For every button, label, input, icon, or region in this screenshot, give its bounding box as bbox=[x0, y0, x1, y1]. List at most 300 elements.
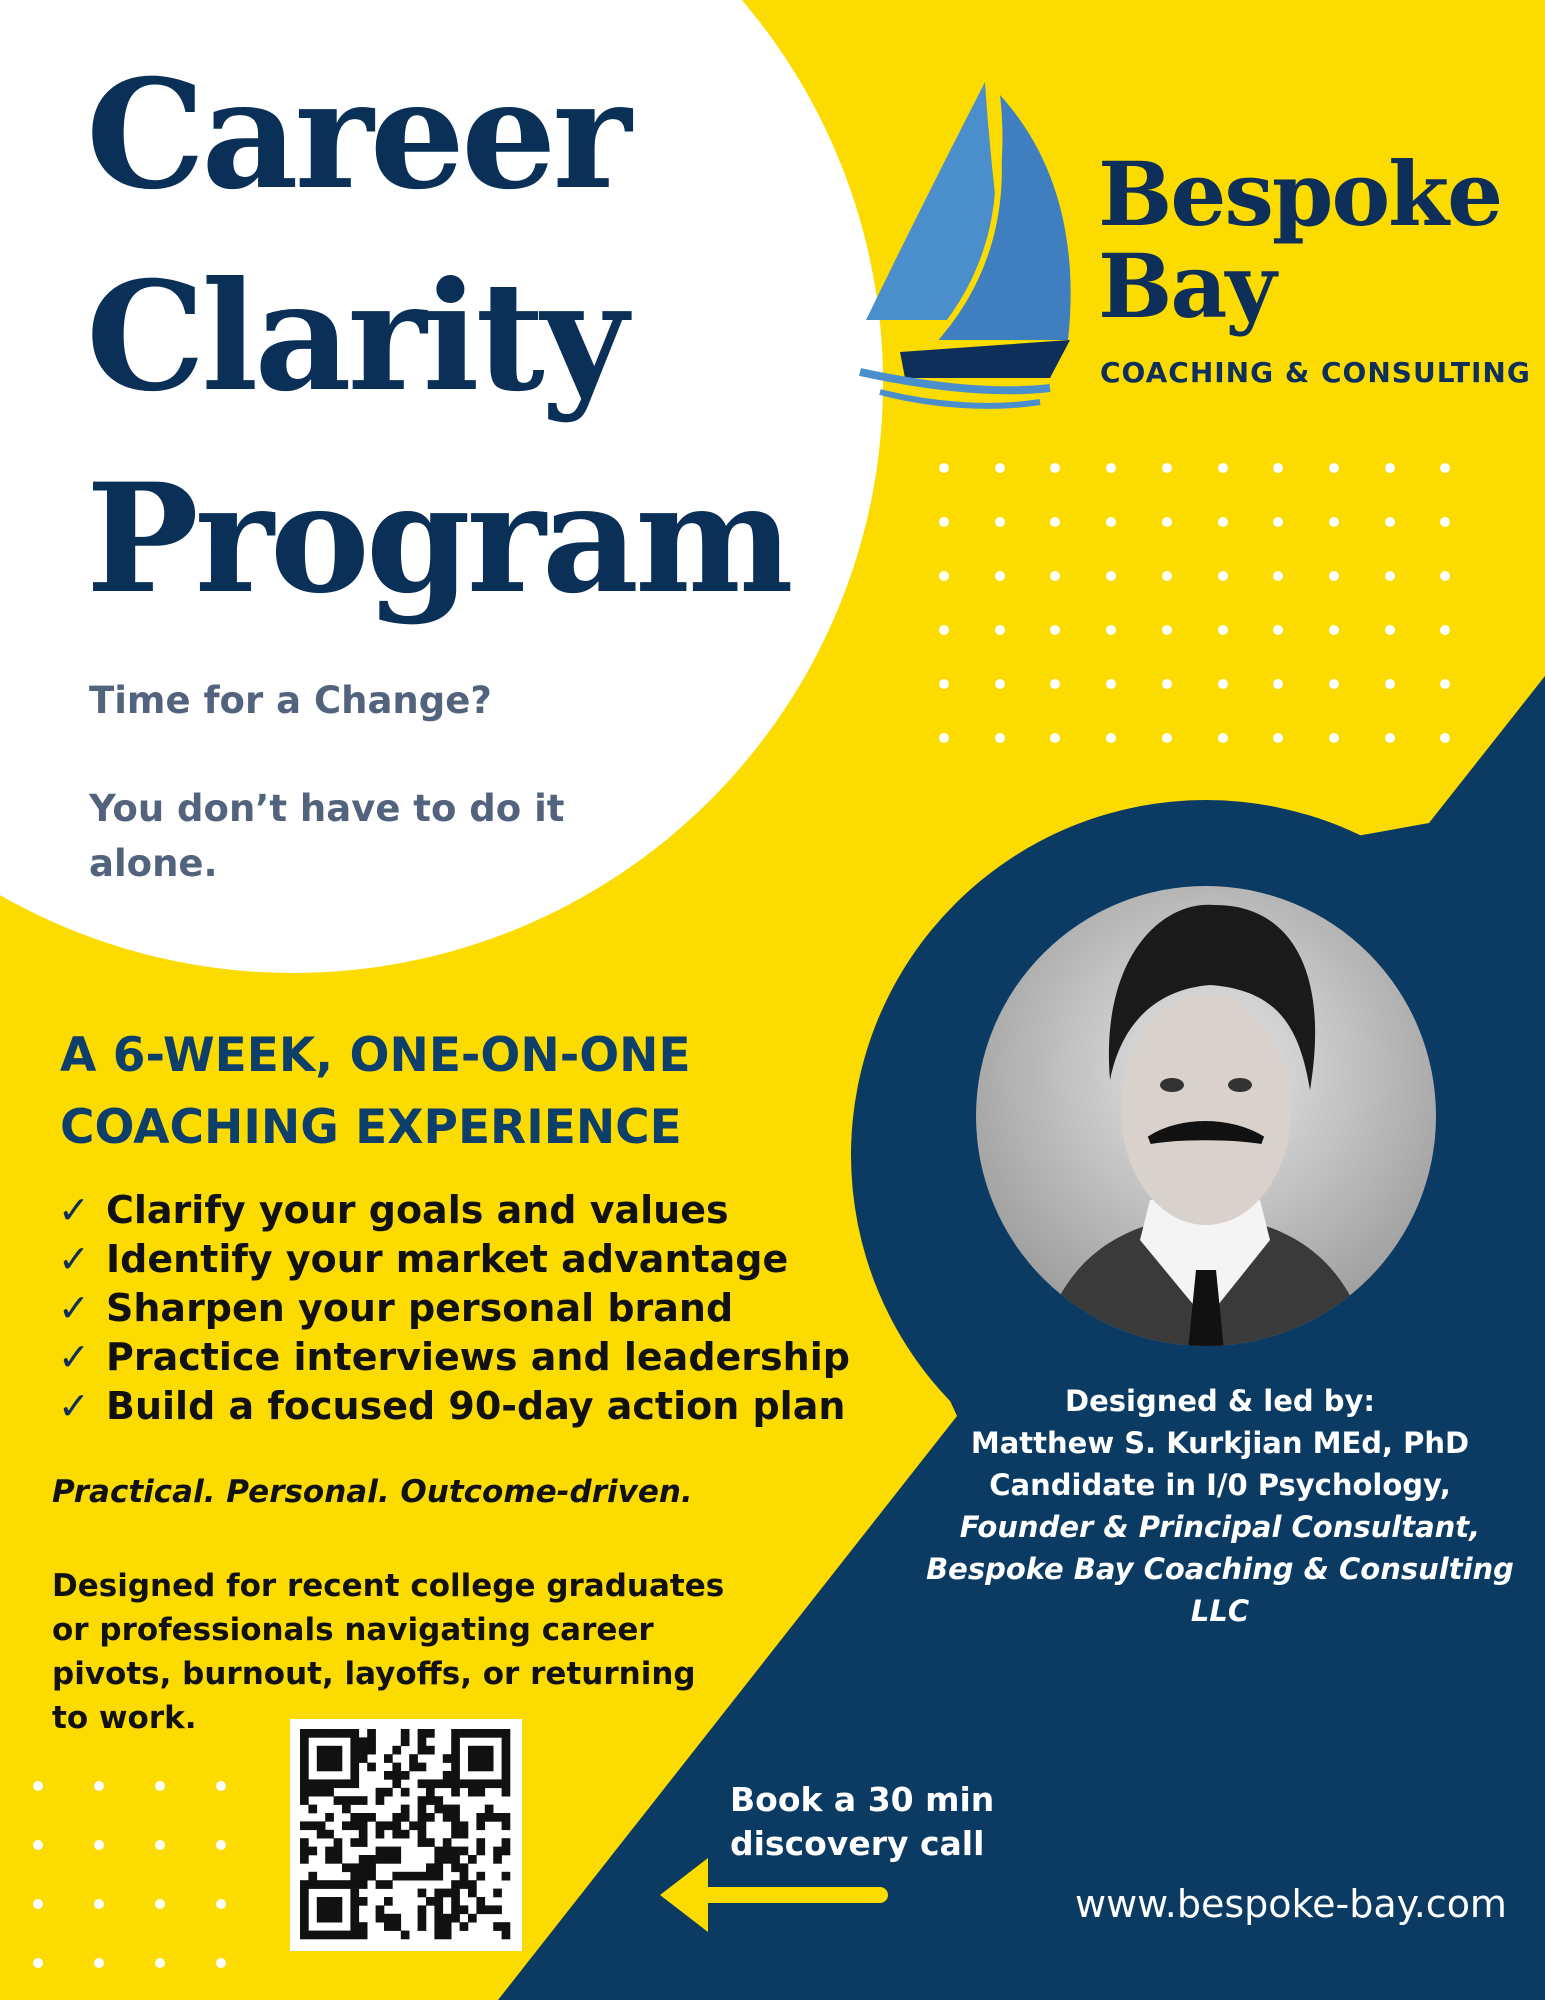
qr-module bbox=[485, 1763, 494, 1772]
qr-module bbox=[418, 1729, 427, 1738]
qr-module bbox=[451, 1847, 460, 1856]
qr-module bbox=[334, 1754, 343, 1763]
qr-module bbox=[434, 1922, 443, 1931]
qr-module bbox=[325, 1880, 334, 1889]
qr-module bbox=[401, 1813, 410, 1822]
brand-name-1: Bespoke bbox=[1098, 142, 1502, 246]
qr-module bbox=[350, 1729, 359, 1738]
qr-module bbox=[426, 1872, 435, 1881]
website-link[interactable]: www.bespoke-bay.com bbox=[1075, 1882, 1507, 1926]
qr-module bbox=[502, 1746, 511, 1755]
qr-module bbox=[434, 1872, 443, 1881]
qr-module bbox=[468, 1788, 477, 1797]
qr-module bbox=[460, 1905, 469, 1914]
qr-module bbox=[434, 1863, 443, 1872]
qr-module bbox=[485, 1805, 494, 1814]
qr-module bbox=[502, 1821, 511, 1830]
intro-question: Time for a Change? bbox=[89, 679, 492, 722]
qr-module bbox=[376, 1821, 385, 1830]
dot bbox=[155, 1781, 165, 1791]
dot bbox=[1329, 463, 1339, 473]
qr-module bbox=[317, 1905, 326, 1914]
qr-module bbox=[334, 1931, 343, 1940]
qr-module bbox=[460, 1779, 469, 1788]
dot bbox=[1162, 571, 1172, 581]
qr-module bbox=[476, 1821, 485, 1830]
qr-module bbox=[350, 1872, 359, 1881]
qr-module bbox=[325, 1788, 334, 1797]
qr-module bbox=[342, 1931, 351, 1940]
qr-module bbox=[350, 1821, 359, 1830]
check-icon: ✓ bbox=[58, 1335, 90, 1379]
qr-module bbox=[409, 1821, 418, 1830]
qr-module bbox=[443, 1855, 452, 1864]
qr-module bbox=[401, 1872, 410, 1881]
dot bbox=[1218, 679, 1228, 689]
qr-module bbox=[300, 1746, 309, 1755]
qr-module bbox=[359, 1838, 368, 1847]
qr-module bbox=[392, 1763, 401, 1772]
cta-line: Book a 30 min bbox=[730, 1780, 995, 1819]
dot bbox=[939, 517, 949, 527]
qr-module bbox=[401, 1931, 410, 1940]
dot bbox=[1162, 625, 1172, 635]
qr-module bbox=[392, 1830, 401, 1839]
qr-module bbox=[485, 1729, 494, 1738]
qr-module bbox=[350, 1813, 359, 1822]
qr-module bbox=[350, 1863, 359, 1872]
qr-module bbox=[434, 1796, 443, 1805]
qr-module bbox=[359, 1813, 368, 1822]
qr-module bbox=[342, 1779, 351, 1788]
qr-module bbox=[384, 1788, 393, 1797]
qr-module bbox=[392, 1847, 401, 1856]
qr-module bbox=[476, 1763, 485, 1772]
qr-module bbox=[443, 1779, 452, 1788]
qr-module bbox=[367, 1763, 376, 1772]
qr-module bbox=[325, 1754, 334, 1763]
qr-module bbox=[334, 1779, 343, 1788]
qr-module bbox=[300, 1788, 309, 1797]
qr-module bbox=[485, 1905, 494, 1914]
check-icon: ✓ bbox=[58, 1237, 90, 1281]
qr-module bbox=[300, 1779, 309, 1788]
qr-module bbox=[350, 1737, 359, 1746]
dot bbox=[1329, 571, 1339, 581]
qr-module bbox=[502, 1729, 511, 1738]
dot bbox=[1218, 463, 1228, 473]
qr-module bbox=[367, 1737, 376, 1746]
dot bbox=[1162, 733, 1172, 743]
qr-module bbox=[350, 1746, 359, 1755]
qr-module bbox=[350, 1914, 359, 1923]
qr-module bbox=[418, 1905, 427, 1914]
qr-module bbox=[476, 1897, 485, 1906]
qr-module bbox=[300, 1754, 309, 1763]
dot bbox=[939, 571, 949, 581]
qr-module bbox=[451, 1830, 460, 1839]
qr-module bbox=[359, 1863, 368, 1872]
qr-module bbox=[325, 1897, 334, 1906]
qr-module bbox=[502, 1779, 511, 1788]
qr-module bbox=[392, 1771, 401, 1780]
qr-module bbox=[460, 1922, 469, 1931]
benefit-item bbox=[58, 1382, 850, 1431]
dot bbox=[1385, 733, 1395, 743]
dot bbox=[216, 1958, 226, 1968]
benefit-item bbox=[58, 1333, 850, 1382]
qr-module bbox=[300, 1771, 309, 1780]
qr-module bbox=[418, 1737, 427, 1746]
qr-module bbox=[434, 1805, 443, 1814]
qr-module bbox=[451, 1737, 460, 1746]
qr-module bbox=[317, 1763, 326, 1772]
qr-module bbox=[451, 1897, 460, 1906]
dot bbox=[33, 1958, 43, 1968]
qr-module bbox=[350, 1754, 359, 1763]
qr-module bbox=[443, 1931, 452, 1940]
qr-module bbox=[350, 1897, 359, 1906]
qr-module bbox=[434, 1779, 443, 1788]
benefits-list bbox=[58, 1186, 850, 1431]
qr-module bbox=[451, 1863, 460, 1872]
dot bbox=[33, 1899, 43, 1909]
qr-module bbox=[300, 1796, 309, 1805]
qr-module bbox=[502, 1788, 511, 1797]
qr-module bbox=[476, 1779, 485, 1788]
qr-module bbox=[317, 1821, 326, 1830]
qr-module bbox=[325, 1914, 334, 1923]
qr-module bbox=[451, 1754, 460, 1763]
dot bbox=[995, 679, 1005, 689]
qr-module bbox=[418, 1813, 427, 1822]
title-line-3: Program bbox=[86, 451, 790, 627]
qr-module bbox=[317, 1729, 326, 1738]
program-heading-1: A 6-WEEK, ONE-ON-ONE bbox=[60, 1028, 691, 1083]
qr-module bbox=[325, 1847, 334, 1856]
qr-module bbox=[325, 1746, 334, 1755]
benefit-item bbox=[58, 1284, 850, 1333]
qr-module bbox=[502, 1931, 511, 1940]
qr-module bbox=[426, 1746, 435, 1755]
dot bbox=[1218, 625, 1228, 635]
qr-module bbox=[325, 1905, 334, 1914]
qr-module bbox=[308, 1880, 317, 1889]
qr-module bbox=[317, 1746, 326, 1755]
qr-module bbox=[300, 1821, 309, 1830]
credit-line: Designed & led by: bbox=[1065, 1384, 1375, 1418]
qr-module bbox=[334, 1847, 343, 1856]
qr-module bbox=[401, 1805, 410, 1814]
qr-module bbox=[493, 1922, 502, 1931]
qr-module bbox=[443, 1922, 452, 1931]
qr-module bbox=[384, 1754, 393, 1763]
qr-module bbox=[317, 1779, 326, 1788]
qr-module bbox=[376, 1796, 385, 1805]
qr-module bbox=[434, 1889, 443, 1898]
dot bbox=[216, 1781, 226, 1791]
qr-module bbox=[334, 1880, 343, 1889]
qr-module bbox=[359, 1880, 368, 1889]
qr-module bbox=[350, 1796, 359, 1805]
credit-line: Candidate in I/0 Psychology, bbox=[989, 1468, 1451, 1502]
benefit-text: Identify your market advantage bbox=[106, 1237, 789, 1281]
program-tagline: Practical. Personal. Outcome-driven. bbox=[52, 1474, 693, 1510]
dot bbox=[1385, 625, 1395, 635]
dot bbox=[1385, 463, 1395, 473]
dot bbox=[939, 679, 949, 689]
qr-module bbox=[451, 1914, 460, 1923]
qr-module bbox=[308, 1779, 317, 1788]
qr-module bbox=[451, 1771, 460, 1780]
qr-module bbox=[334, 1905, 343, 1914]
benefit-item bbox=[58, 1186, 850, 1235]
qr-module bbox=[359, 1737, 368, 1746]
qr-module bbox=[308, 1931, 317, 1940]
qr-module bbox=[460, 1729, 469, 1738]
qr-module bbox=[493, 1729, 502, 1738]
qr-module bbox=[485, 1779, 494, 1788]
qr-module bbox=[300, 1763, 309, 1772]
qr-module bbox=[342, 1796, 351, 1805]
qr-module bbox=[300, 1847, 309, 1856]
qr-module bbox=[367, 1813, 376, 1822]
qr-module bbox=[493, 1813, 502, 1822]
qr-module bbox=[434, 1855, 443, 1864]
qr-module bbox=[434, 1905, 443, 1914]
qr-module bbox=[418, 1746, 427, 1755]
qr-module bbox=[460, 1847, 469, 1856]
qr-module bbox=[308, 1847, 317, 1856]
qr-module bbox=[418, 1872, 427, 1881]
qr-module bbox=[468, 1754, 477, 1763]
dot bbox=[33, 1781, 43, 1791]
qr-module bbox=[342, 1880, 351, 1889]
qr-module bbox=[367, 1855, 376, 1864]
dot bbox=[939, 733, 949, 743]
qr-module bbox=[451, 1763, 460, 1772]
qr-module bbox=[300, 1838, 309, 1847]
qr-module bbox=[317, 1788, 326, 1797]
qr-module bbox=[443, 1838, 452, 1847]
qr-module bbox=[317, 1914, 326, 1923]
qr-module bbox=[300, 1729, 309, 1738]
qr-module bbox=[485, 1746, 494, 1755]
title-line-2: Clarity bbox=[86, 249, 625, 425]
qr-module bbox=[317, 1880, 326, 1889]
dot bbox=[94, 1840, 104, 1850]
qr-module bbox=[460, 1863, 469, 1872]
dot bbox=[995, 571, 1005, 581]
qr-code[interactable] bbox=[290, 1719, 522, 1951]
qr-module bbox=[334, 1796, 343, 1805]
qr-module bbox=[451, 1889, 460, 1898]
book-call-cta[interactable] bbox=[730, 1778, 994, 1866]
qr-module bbox=[502, 1922, 511, 1931]
dot bbox=[1218, 517, 1228, 527]
qr-module bbox=[359, 1754, 368, 1763]
qr-module bbox=[325, 1830, 334, 1839]
check-icon: ✓ bbox=[58, 1286, 90, 1330]
qr-module bbox=[468, 1729, 477, 1738]
dot bbox=[33, 1840, 43, 1850]
qr-module bbox=[392, 1746, 401, 1755]
qr-module bbox=[392, 1922, 401, 1931]
qr-module bbox=[334, 1914, 343, 1923]
qr-module bbox=[502, 1737, 511, 1746]
qr-module bbox=[376, 1847, 385, 1856]
qr-module bbox=[350, 1905, 359, 1914]
benefit-item bbox=[58, 1235, 850, 1284]
sailboat-logo-icon bbox=[860, 82, 1071, 406]
qr-module bbox=[468, 1855, 477, 1864]
qr-module bbox=[308, 1788, 317, 1797]
qr-module bbox=[468, 1746, 477, 1755]
dot bbox=[94, 1781, 104, 1791]
benefit-text: Build a focused 90-day action plan bbox=[106, 1384, 846, 1428]
qr-module bbox=[342, 1863, 351, 1872]
qr-module bbox=[468, 1779, 477, 1788]
qr-module bbox=[384, 1855, 393, 1864]
qr-module bbox=[460, 1880, 469, 1889]
qr-module bbox=[434, 1897, 443, 1906]
dot bbox=[94, 1958, 104, 1968]
qr-module bbox=[359, 1922, 368, 1931]
qr-module bbox=[476, 1872, 485, 1881]
dot bbox=[216, 1840, 226, 1850]
qr-module bbox=[376, 1880, 385, 1889]
qr-module bbox=[493, 1855, 502, 1864]
dot bbox=[1218, 733, 1228, 743]
dot bbox=[1385, 571, 1395, 581]
qr-module bbox=[426, 1796, 435, 1805]
qr-module bbox=[476, 1754, 485, 1763]
qr-module bbox=[443, 1754, 452, 1763]
qr-module bbox=[392, 1855, 401, 1864]
qr-module bbox=[443, 1813, 452, 1822]
qr-module bbox=[350, 1779, 359, 1788]
dot bbox=[995, 517, 1005, 527]
qr-module bbox=[426, 1897, 435, 1906]
qr-module bbox=[376, 1788, 385, 1797]
qr-module bbox=[476, 1788, 485, 1797]
qr-module bbox=[392, 1779, 401, 1788]
qr-module bbox=[334, 1897, 343, 1906]
qr-module bbox=[401, 1737, 410, 1746]
qr-module bbox=[443, 1805, 452, 1814]
qr-module bbox=[359, 1855, 368, 1864]
qr-module bbox=[350, 1931, 359, 1940]
qr-module bbox=[451, 1788, 460, 1797]
dot bbox=[1329, 733, 1339, 743]
qr-module bbox=[392, 1914, 401, 1923]
intro-line-1: You don’t have to do it bbox=[89, 787, 565, 830]
dot bbox=[1385, 679, 1395, 689]
qr-module bbox=[384, 1922, 393, 1931]
qr-module bbox=[418, 1779, 427, 1788]
qr-module bbox=[451, 1746, 460, 1755]
qr-module bbox=[325, 1813, 334, 1822]
qr-module bbox=[350, 1838, 359, 1847]
qr-module bbox=[300, 1905, 309, 1914]
qr-module bbox=[300, 1897, 309, 1906]
qr-module bbox=[392, 1872, 401, 1881]
qr-module bbox=[325, 1855, 334, 1864]
qr-module bbox=[350, 1922, 359, 1931]
qr-module bbox=[325, 1931, 334, 1940]
qr-module bbox=[392, 1821, 401, 1830]
intro-line-2: alone. bbox=[89, 842, 218, 885]
qr-module bbox=[300, 1880, 309, 1889]
qr-module bbox=[359, 1872, 368, 1881]
qr-module bbox=[350, 1771, 359, 1780]
qr-module bbox=[502, 1813, 511, 1822]
qr-module bbox=[451, 1779, 460, 1788]
qr-module bbox=[384, 1897, 393, 1906]
qr-module bbox=[317, 1754, 326, 1763]
qr-module bbox=[325, 1763, 334, 1772]
qr-module bbox=[426, 1788, 435, 1797]
qr-module bbox=[376, 1914, 385, 1923]
check-icon: ✓ bbox=[58, 1188, 90, 1232]
check-icon: ✓ bbox=[58, 1384, 90, 1428]
qr-module bbox=[334, 1746, 343, 1755]
qr-module bbox=[502, 1872, 511, 1881]
qr-module bbox=[300, 1889, 309, 1898]
qr-module bbox=[300, 1922, 309, 1931]
credit-block bbox=[900, 1380, 1540, 1632]
qr-module bbox=[443, 1914, 452, 1923]
dot bbox=[1385, 517, 1395, 527]
dot bbox=[155, 1840, 165, 1850]
cta-line: discovery call bbox=[730, 1824, 985, 1863]
qr-module bbox=[350, 1889, 359, 1898]
qr-module bbox=[418, 1830, 427, 1839]
qr-module bbox=[418, 1838, 427, 1847]
qr-module bbox=[468, 1763, 477, 1772]
qr-module bbox=[451, 1729, 460, 1738]
qr-module bbox=[392, 1813, 401, 1822]
credit-name: Matthew S. Kurkjian MEd, PhD bbox=[970, 1426, 1470, 1460]
qr-module bbox=[502, 1771, 511, 1780]
qr-module bbox=[443, 1847, 452, 1856]
dot bbox=[155, 1899, 165, 1909]
qr-module bbox=[485, 1754, 494, 1763]
qr-module bbox=[300, 1855, 309, 1864]
qr-module bbox=[460, 1830, 469, 1839]
credit-role: Founder & Principal Consultant, bbox=[959, 1510, 1481, 1544]
qr-module bbox=[384, 1821, 393, 1830]
qr-module bbox=[308, 1872, 317, 1881]
qr-module bbox=[443, 1771, 452, 1780]
qr-module bbox=[367, 1746, 376, 1755]
qr-module bbox=[308, 1805, 317, 1814]
program-heading-2: COACHING EXPERIENCE bbox=[60, 1100, 682, 1155]
qr-module bbox=[376, 1855, 385, 1864]
qr-module bbox=[460, 1872, 469, 1881]
qr-module bbox=[342, 1805, 351, 1814]
qr-module bbox=[359, 1796, 368, 1805]
brand-tagline: COACHING & CONSULTING bbox=[1100, 356, 1531, 389]
qr-module bbox=[426, 1729, 435, 1738]
qr-module bbox=[476, 1905, 485, 1914]
qr-module bbox=[325, 1779, 334, 1788]
dot bbox=[995, 463, 1005, 473]
qr-module bbox=[317, 1830, 326, 1839]
brand-name-2: Bay bbox=[1098, 234, 1275, 338]
qr-module bbox=[418, 1805, 427, 1814]
qr-module bbox=[426, 1779, 435, 1788]
